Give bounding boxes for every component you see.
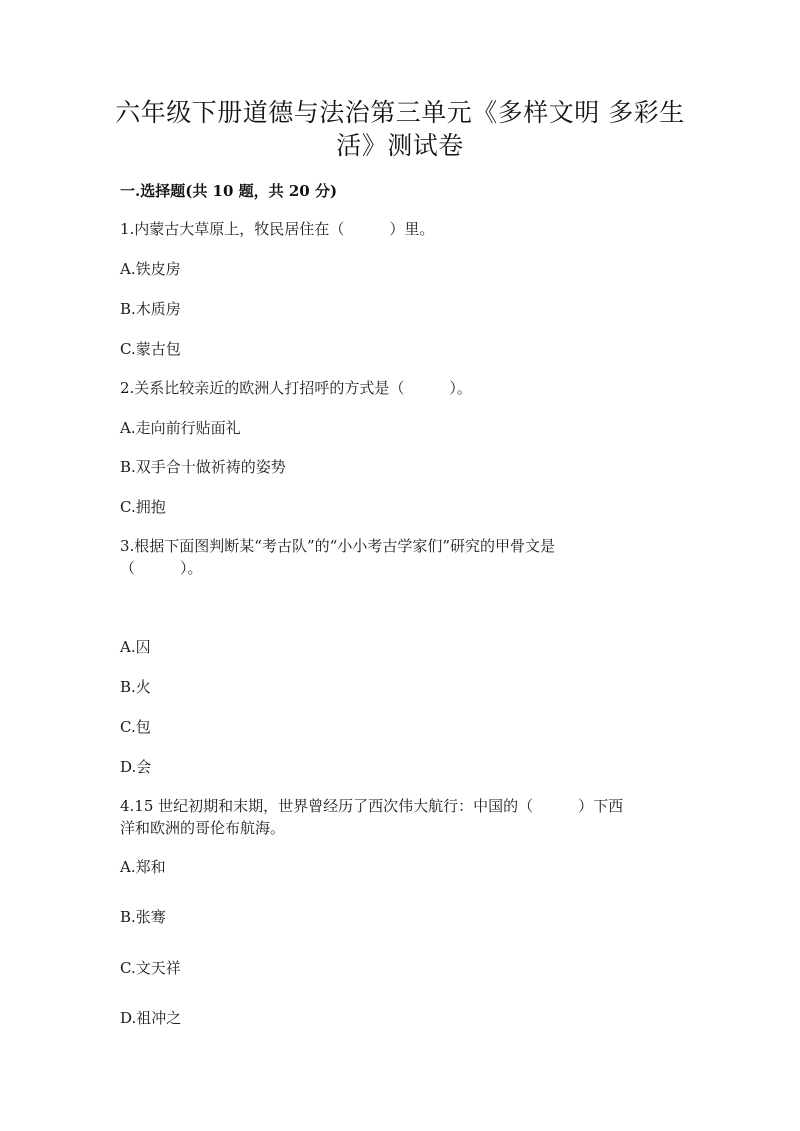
- question-1-option-b: B.木质房: [120, 300, 181, 318]
- question-3-stem-line-1: 3.根据下面图判断某“考古队”的“小小考古学家们”研究的甲骨文是: [120, 537, 555, 555]
- question-3-option-b: B.火: [120, 678, 151, 696]
- question-1-option-a: A.铁皮房: [120, 260, 181, 278]
- question-4-option-c: C.文天祥: [120, 959, 181, 977]
- question-4-option-d: D.祖冲之: [120, 1009, 182, 1027]
- question-2-stem: 2.关系比较亲近的欧洲人打招呼的方式是（ ）。: [120, 379, 472, 397]
- question-2-option-c: C.拥抱: [120, 498, 166, 516]
- question-4-option-a: A.郑和: [120, 858, 166, 876]
- question-4-option-b: B.张骞: [120, 908, 166, 926]
- question-1-stem: 1.内蒙古大草原上，牧民居住在（ ）里。: [120, 220, 435, 238]
- question-4-stem-line-1: 4.15 世纪初期和末期，世界曾经历了西次伟大航行：中国的（ ）下西: [120, 797, 624, 815]
- question-3-stem-line-2: （ ）。: [120, 559, 203, 577]
- title-line-2: 活》测试卷: [336, 131, 464, 160]
- question-2-option-a: A.走向前行贴面礼: [120, 419, 241, 437]
- question-2-option-b: B.双手合十做祈祷的姿势: [120, 458, 286, 476]
- question-3-option-a: A.囚: [120, 638, 151, 656]
- question-1-option-c: C.蒙古包: [120, 340, 181, 358]
- title-line-1: 六年级下册道德与法治第三单元《多样文明 多彩生: [115, 98, 685, 127]
- question-4-stem-line-2: 洋和欧洲的哥伦布航海。: [120, 819, 286, 837]
- question-3-option-c: C.包: [120, 718, 151, 736]
- section-heading: 一.选择题(共 10 题，共 20 分): [120, 182, 338, 200]
- page-title: [90, 96, 710, 162]
- question-3-option-d: D.会: [120, 758, 152, 776]
